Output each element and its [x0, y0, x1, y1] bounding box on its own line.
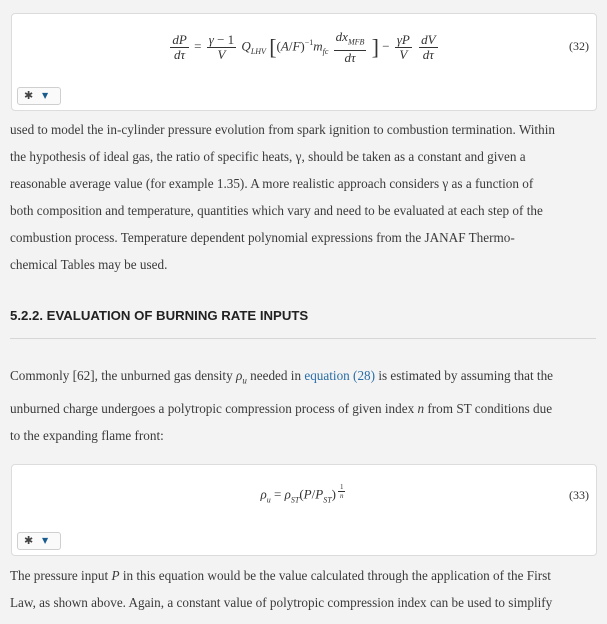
paragraph-line: reasonable average value (for example 1.35). A more realistic approach considers γ as a function of [10, 176, 534, 191]
equation-number: (33) [569, 488, 589, 502]
paragraph-line: combustion process. Temperature dependent polynomial expressions from the JANAF Thermo- [10, 230, 515, 245]
equation-box-32 [11, 13, 597, 111]
math-variable: n [417, 400, 425, 416]
section-heading: 5.2.2. EVALUATION OF BURNING RATE INPUTS [10, 308, 309, 323]
equation-menu-button[interactable] [17, 532, 61, 550]
math-variable: P [111, 568, 120, 583]
equation-32-formula: $\frac{dP}{d\tau}$ = $\frac{\gamma - 1}{V}$ $Q_{LHV}$ [$(A/F)^{-1}m_{fc}$ $\frac{dx_{MFB}}{d\tau}$ ] − $\frac{\gamma P}{V}$ $\frac{dV}{d\tau}$ [172, 29, 436, 65]
paragraph-line: chemical Tables may be used. [10, 257, 168, 272]
equation-menu-button[interactable] [17, 87, 61, 105]
equation-link[interactable]: equation (28) [304, 368, 376, 383]
gear-icon: ✱ [24, 534, 34, 547]
paragraph-line: Law, as shown above. Again, a constant value of polytropic compression index can be used to simplify [10, 595, 553, 610]
paragraph-line: The pressure input P in this equation would be the value calculated through the application of the First [10, 568, 551, 583]
paragraph-line: used to model the in-cylinder pressure evolution from spark ignition to combustion termination. Within [10, 122, 555, 137]
paragraph-line: to the expanding flame front: [10, 427, 164, 443]
chevron-down-icon: ▼ [42, 536, 49, 545]
math-variable: ρ [236, 368, 243, 383]
paragraph-line: both composition and temperature, quantities which vary and need to be evaluated at each step of the [10, 203, 543, 218]
section-divider [10, 338, 596, 339]
chevron-down-icon: ▼ [42, 91, 49, 100]
equation-box-33 [11, 464, 597, 556]
paragraph-line: unburned charge undergoes a polytropic compression process of given index n from ST conditions due [10, 400, 553, 416]
equation-number: (32) [569, 39, 589, 53]
body-paragraph [10, 362, 594, 449]
body-paragraph [10, 562, 594, 616]
paragraph-line: Commonly [62], the unburned gas density $\rho_u$ needed in equation (28) is estimated by assuming that the [10, 368, 554, 386]
paragraph-line: the hypothesis of ideal gas, the ratio of specific heats, γ, should be taken as a constant and given a [10, 149, 526, 164]
body-paragraph [10, 116, 594, 278]
gear-icon: ✱ [24, 89, 34, 102]
equation-33-formula: $\rho_u = \rho_{ST}(P/P_{ST})$ $^{\frac{1}{n}}$ [260, 483, 344, 505]
